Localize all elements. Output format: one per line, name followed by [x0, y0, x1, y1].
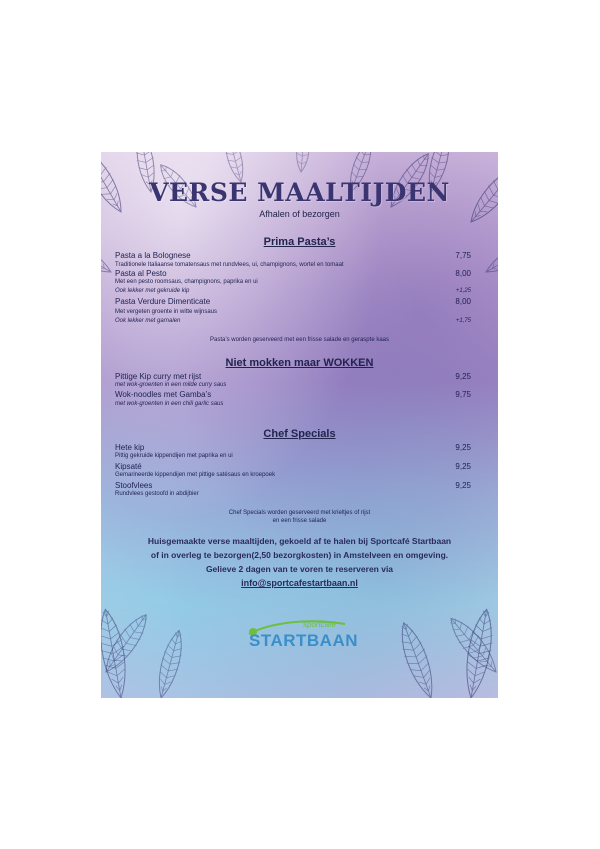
menu-subtitle: Afhalen of bezorgen	[259, 209, 340, 219]
menu-item-price: 9,75	[455, 390, 471, 399]
section-footnote: en een frisse salade	[272, 518, 327, 524]
info-line: Gelieve 2 dagen van te voren te reserveren via	[205, 564, 394, 574]
startbaan-logo	[241, 612, 361, 652]
menu-item-extra-price: +1,75	[455, 318, 471, 324]
menu-item-name: Hete kip	[115, 443, 145, 452]
menu-item-name: Wok-noodles met Gamba’s	[115, 390, 212, 399]
menu-item-name: Stoofvlees	[115, 481, 153, 490]
menu-item-note: met wok-groenten in een chili garlic saus	[115, 401, 224, 407]
menu-item-price: 7,75	[455, 251, 471, 260]
section-title-wok: Niet mokken maar WOKKEN	[225, 357, 374, 369]
menu-item-description: Rundvlees gestoofd in abdijbier	[115, 491, 199, 497]
menu-item-name: Pasta Verdure Dimenticate	[115, 297, 211, 306]
logo-top-text: sportcafé	[303, 620, 336, 629]
menu-item-price: 8,00	[455, 269, 471, 278]
logo-main-text: STARTBAAN	[249, 631, 359, 650]
info-line: of in overleg te bezorgen(2,50 bezorgkosten) in Amstelveen en omgeving.	[150, 550, 449, 560]
section-title-chef-specials: Chef Specials	[263, 428, 336, 440]
menu-item-name: Pasta al Pesto	[115, 269, 167, 278]
section-footnote: Pasta’s worden geserveerd met een frisse salade en geraspte kaas	[210, 337, 389, 343]
menu-item-extra-price: +1,25	[455, 288, 471, 294]
menu-item-name: Kipsaté	[115, 462, 142, 471]
menu-item-name: Pittige Kip curry met rijst	[115, 372, 202, 381]
menu-item-price: 9,25	[455, 481, 471, 490]
menu-item-note: met wok-groenten in een milde curry saus	[115, 382, 227, 388]
menu-page	[101, 152, 498, 698]
menu-item-price: 9,25	[455, 372, 471, 381]
email-link[interactable]: info@sportcafestartbaan.nl	[241, 578, 358, 588]
menu-item-note: Ook lekker met gekruide kip	[115, 288, 190, 294]
menu-item-price: 8,00	[455, 297, 471, 306]
menu-item-price: 9,25	[455, 462, 471, 471]
menu-item-description: Met een pesto roomsaus, champignons, paprika en ui	[115, 279, 258, 285]
section-title-pasta: Prima Pasta’s	[263, 236, 336, 248]
menu-item-description: Gemarineerde kippendijen met pittige satésaus en kroepoek	[115, 472, 276, 478]
menu-item-name: Pasta a la Bolognese	[115, 251, 191, 260]
info-line: Huisgemaakte verse maaltijden, gekoeld af te halen bij Sportcafé Startbaan	[147, 536, 452, 546]
menu-item-note: Ook lekker met garnalen	[115, 318, 181, 324]
menu-item-description: Met vergeten groente in witte wijnsaus	[115, 309, 218, 315]
menu-item-description: Pittig gekruide kippendijen met paprika en ui	[115, 453, 233, 459]
section-footnote: Chef Specials worden geserveerd met krieltjes of rijst	[228, 510, 371, 516]
menu-item-price: 9,25	[455, 443, 471, 452]
menu-item-description: Traditionele Italiaanse tomatensaus met rundvlees, ui, champignons, wortel en tomaat	[115, 262, 344, 268]
menu-content	[101, 152, 498, 698]
menu-title: VERSE MAALTIJDEN	[149, 178, 450, 207]
